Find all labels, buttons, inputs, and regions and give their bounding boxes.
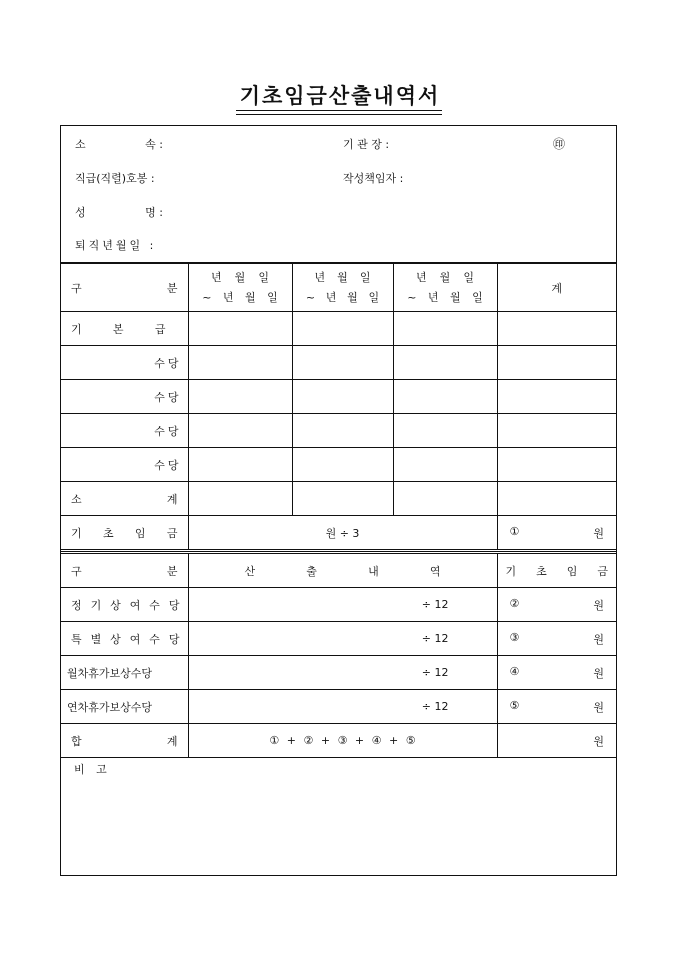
info-section: [61, 126, 616, 263]
table-row: [61, 482, 616, 516]
input-cell[interactable]: [292, 414, 393, 448]
position-label: 직급(직렬)호봉 :: [75, 172, 155, 185]
input-cell[interactable]: [292, 312, 393, 346]
period-cell-1: [188, 264, 292, 312]
title-underline: [236, 110, 442, 111]
input-cell[interactable]: [497, 448, 616, 482]
sum-formula: ① + ② + ③ + ④ + ⑤: [188, 724, 497, 758]
input-cell[interactable]: [497, 346, 616, 380]
table-row: [61, 553, 616, 588]
formula-cell: ÷ 12: [188, 656, 497, 690]
wage-result: ⑤ 원: [497, 690, 616, 724]
input-cell[interactable]: [393, 482, 497, 516]
name-label: 성 명 :: [75, 206, 163, 219]
formula-cell: ÷ 12: [188, 588, 497, 622]
input-cell[interactable]: [497, 482, 616, 516]
affiliation-label: 소 속 :: [75, 138, 163, 151]
input-cell[interactable]: [188, 380, 292, 414]
input-cell[interactable]: [188, 346, 292, 380]
sum-result: 원: [497, 724, 616, 758]
retire-label: 퇴직년월일 :: [75, 239, 157, 252]
base-wage-result: ① 원: [497, 516, 616, 550]
row-label-allowance: 수당: [61, 346, 188, 380]
calc-col-header: 구 분: [61, 553, 188, 588]
table-row: [61, 516, 616, 550]
calc-table: [61, 551, 616, 758]
table-row: [61, 448, 616, 482]
title-underline-second: [236, 114, 442, 115]
input-cell[interactable]: [393, 448, 497, 482]
detail-header: 산 출 내 역: [188, 553, 497, 588]
input-cell[interactable]: [188, 312, 292, 346]
table-row: [61, 690, 616, 724]
row-label-monthly-leave: 월차휴가보상수당: [61, 656, 188, 690]
input-cell[interactable]: [393, 380, 497, 414]
table-row: [61, 656, 616, 690]
period-col-header: 구 분: [61, 264, 188, 312]
wage-result: ④ 원: [497, 656, 616, 690]
table-row: [61, 588, 616, 622]
row-label-annual-leave: 연차휴가보상수당: [61, 690, 188, 724]
input-cell[interactable]: [292, 380, 393, 414]
period-1-start: 년 월 일: [211, 270, 269, 284]
input-cell[interactable]: [497, 312, 616, 346]
table-row: [61, 380, 616, 414]
formula-cell: ÷ 12: [188, 690, 497, 724]
base-wage-formula: 원 ÷ 3: [188, 516, 497, 550]
remarks-section[interactable]: [61, 753, 616, 875]
row-label-subtotal: 소 계: [61, 482, 188, 516]
wage-result: ② 원: [497, 588, 616, 622]
period-3-end: ~ 년 월 일: [407, 290, 483, 304]
period-3-start: 년 월 일: [416, 270, 474, 284]
document-title: 기초임금산출내역서: [239, 83, 441, 108]
period-cell-2: [292, 264, 393, 312]
row-label-allowance: 수당: [61, 448, 188, 482]
seal-mark: ㊞: [553, 137, 566, 151]
row-label-base-pay: 기 본 급: [61, 312, 188, 346]
row-label-allowance: 수당: [61, 414, 188, 448]
table-row: [61, 346, 616, 380]
row-label-regular-bonus: 정 기 상 여 수 당: [61, 588, 188, 622]
formula-cell: ÷ 12: [188, 622, 497, 656]
input-cell[interactable]: [292, 448, 393, 482]
wage-header: 기 초 임 금: [497, 553, 616, 588]
wage-form: [60, 125, 617, 876]
input-cell[interactable]: [292, 482, 393, 516]
input-cell[interactable]: [292, 346, 393, 380]
input-cell[interactable]: [188, 482, 292, 516]
period-1-end: ~ 년 월 일: [202, 290, 278, 304]
period-2-start: 년 월 일: [314, 270, 371, 284]
table-row: [61, 414, 616, 448]
period-table: [61, 263, 616, 550]
head-label: 기 관 장 :: [343, 138, 390, 151]
input-cell[interactable]: [393, 312, 497, 346]
period-cell-3: [393, 264, 497, 312]
input-cell[interactable]: [188, 448, 292, 482]
input-cell[interactable]: [188, 414, 292, 448]
total-header: 계: [497, 264, 616, 312]
input-cell[interactable]: [497, 414, 616, 448]
table-row: [61, 622, 616, 656]
remarks-label: 비 고: [74, 763, 111, 776]
row-label-sum: 합 계: [61, 724, 188, 758]
input-cell[interactable]: [497, 380, 616, 414]
wage-result: ③ 원: [497, 622, 616, 656]
period-2-end: ~ 년 월 일: [305, 290, 380, 304]
row-label-special-bonus: 특 별 상 여 수 당: [61, 622, 188, 656]
table-row: [61, 312, 616, 346]
row-label-base-wage: 기 초 임 금: [61, 516, 188, 550]
row-label-allowance: 수당: [61, 380, 188, 414]
input-cell[interactable]: [393, 346, 497, 380]
author-label: 작성책임자 :: [343, 172, 404, 185]
input-cell[interactable]: [393, 414, 497, 448]
